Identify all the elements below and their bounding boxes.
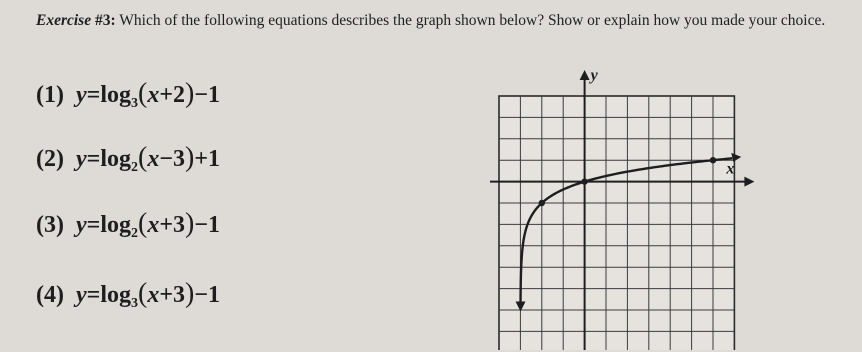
choice-number: (2): [36, 146, 64, 172]
log-graph: [490, 60, 790, 350]
inner-variable: x: [147, 212, 160, 238]
inner-operator: +: [159, 282, 174, 308]
lhs-variable: y: [75, 212, 87, 238]
y-axis-arrow: [580, 70, 590, 80]
lhs-variable: y: [75, 146, 87, 172]
lhs-variable: y: [75, 82, 87, 108]
equals-sign: =: [86, 282, 101, 308]
outer-constant: 1: [208, 146, 221, 172]
log-function: log: [100, 82, 131, 108]
marked-point: [710, 157, 716, 163]
log-base: 2: [131, 226, 138, 241]
inner-constant: 3: [173, 282, 186, 308]
exercise-question: Which of the following equations describes the graph shown below? Show or explain how you made your choice.: [119, 12, 826, 29]
choice-number: (1): [36, 82, 64, 108]
inner-variable: x: [147, 82, 160, 108]
outer-operator: −: [194, 282, 209, 308]
equals-sign: =: [86, 146, 101, 172]
inner-constant: 3: [173, 146, 186, 172]
outer-operator: −: [194, 82, 209, 108]
log-base: 2: [131, 160, 138, 175]
lhs-variable: y: [75, 282, 87, 308]
answer-choice-1: (1) $y=\log_3(x+2)-1$: [36, 78, 221, 111]
x-axis-arrow: [744, 177, 754, 187]
y-axis-label: y: [590, 67, 598, 84]
exercise-number: #3:: [94, 12, 116, 29]
outer-constant: 1: [208, 82, 221, 108]
choice-number: (3): [36, 212, 64, 238]
equals-sign: =: [86, 212, 101, 238]
answer-choice-2: (2) $y=\log_2(x-3)+1$: [36, 142, 221, 175]
inner-operator: +: [159, 212, 174, 238]
marked-point: [581, 178, 587, 184]
x-axis-label: x: [726, 160, 735, 178]
inner-constant: 2: [173, 82, 186, 108]
inner-constant: 3: [173, 212, 186, 238]
outer-constant: 1: [208, 282, 221, 308]
log-base: 3: [131, 96, 138, 111]
marked-point: [539, 200, 545, 206]
outer-constant: 1: [208, 212, 221, 238]
outer-operator: +: [194, 146, 209, 172]
log-function: log: [100, 146, 131, 172]
exercise-prompt: [36, 10, 856, 31]
log-base: 3: [131, 296, 138, 311]
inner-operator: +: [159, 82, 174, 108]
inner-variable: x: [147, 282, 160, 308]
log-function: log: [100, 212, 131, 238]
answer-choice-3: (3) $y=\log_2(x+3)-1$: [36, 208, 221, 241]
exercise-label: Exercise: [36, 12, 92, 29]
outer-operator: −: [194, 212, 209, 238]
equals-sign: =: [86, 82, 101, 108]
grid-border: [499, 96, 734, 350]
inner-variable: x: [147, 146, 160, 172]
inner-operator: −: [159, 146, 174, 172]
answer-choice-4: (4) $y=\log_3(x+3)-1$: [36, 278, 221, 311]
coordinate-grid: [499, 96, 734, 350]
choice-number: (4): [36, 282, 64, 308]
log-function: log: [100, 282, 131, 308]
